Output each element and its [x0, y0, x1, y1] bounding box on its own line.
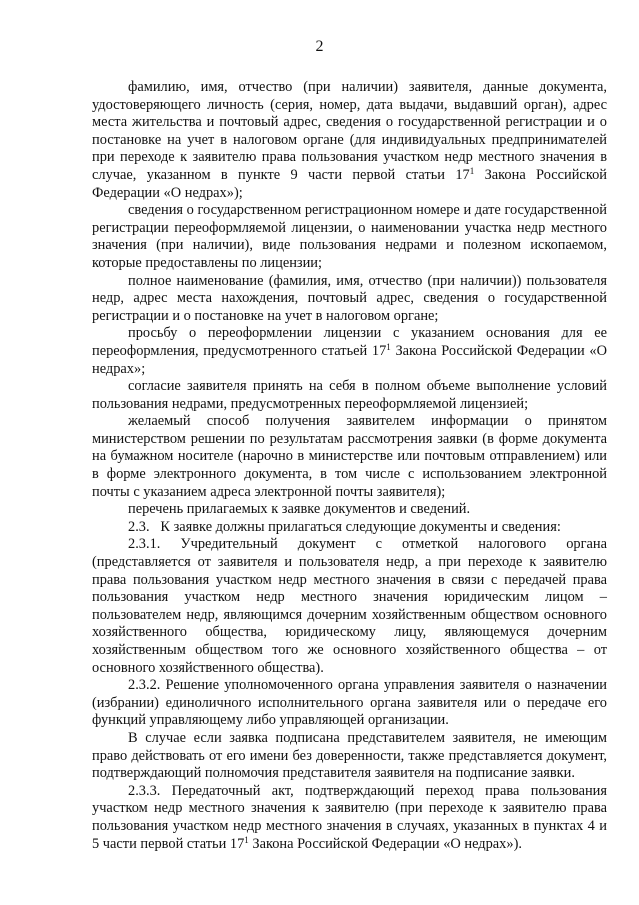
superscript: 1: [244, 834, 249, 845]
paragraph-text-tail: Закона Российской Федерации «О недрах»;: [92, 342, 607, 377]
paragraph-consent: согласие заявителя принять на себя в полном объеме выполнение условий пользования недрами, предусмотренных переоформляемой лицензией;: [92, 378, 607, 412]
paragraph-text-tail: Закона Российской Федерации «О недрах»);: [92, 166, 607, 201]
paragraph-license-registration: сведения о государственном регистрационном номере и дате государственной регистрации переоформляемой лицензии, о наименовании участка недр местного значения (при наличии), виде пользования недрами и полезном ископаемом, которые предоставлены по лицензии;: [92, 202, 607, 271]
paragraph-applicant-details: [92, 79, 607, 202]
paragraph-text: 2.3.3. Передаточный акт, подтверждающий переход права пользования участком недр местного значения к заявителю (при переходе к заявителю права пользования участком недр местного значения в случаях, указанных в пунктах 4 и 5 части первой статьи 17: [92, 782, 607, 852]
paragraph-text: просьбу о переоформлении лицензии с указанием основания для ее переоформления, предусмотренного статьей 17: [92, 325, 607, 359]
paragraph-notification-method: желаемый способ получения заявителем информации о принятом министерством решении по результатам рассмотрения заявки (в форме документа на бумажном носителе (нарочно в министерстве или почтовым отправлением) или в форме электронного документа, в том числе с использованием электронной почты с указанием адреса электронной почты заявителя);: [92, 413, 607, 500]
paragraph-representative: В случае если заявка подписана представителем заявителя, не имеющим право действовать от его имени без доверенности, также представляется документ, подтверждающий полномочия представителя заявителя на подписание заявки.: [92, 729, 607, 782]
paragraph-text: фамилию, имя, отчество (при наличии) заявителя, данные документа, удостоверяющего личность (серия, номер, дата выдачи, выдавший орган), адрес места жительства и почтовый адрес, сведения о государственной регистрации и о постановке на учет в налоговом органе (для индивидуальных предпринимателей при переходе к заявителю права пользования участком недр местного значения в случае, указанном в пункте 9 части первой статьи 17: [92, 79, 607, 183]
paragraph-text-tail: Закона Российской Федерации «О недрах»).: [248, 835, 522, 852]
paragraph-section-2-3-3: [92, 783, 607, 853]
paragraph-attachments-list: перечень прилагаемых к заявке документов и сведений.: [128, 501, 471, 518]
superscript: 1: [386, 341, 391, 352]
page-number: 2: [315, 38, 324, 55]
document-body: [92, 79, 607, 853]
paragraph-section-2-3: 2.3. К заявке должны прилагаться следующие документы и сведения:: [128, 518, 561, 535]
paragraph-section-2-3-1: 2.3.1. Учредительный документ с отметкой налогового органа (представляется от заявителя и пользователя недр, а при переходе к заявителю права пользования участком недр местного значения в связи с передачей права пользования участком недр местного значения юридическим лицом – пользователем недр, являющимся дочерним хозяйственным обществом основного хозяйственного общества, юридическому лицу, являющемуся дочерним хозяйственным обществом того же основного хозяйственного общества – от основного хозяйственного общества).: [92, 536, 607, 676]
paragraph-subsoil-user-name: полное наименование (фамилия, имя, отчество (при наличии)) пользователя недр, адрес места нахождения, почтовый адрес, сведения о государственной регистрации и о постановке на учет в налоговом органе;: [92, 272, 607, 324]
paragraph-section-2-3-2: 2.3.2. Решение уполномоченного органа управления заявителя о назначении (избрании) единоличного исполнительного органа заявителя или о передаче его функций управляющему либо управляющей организации.: [92, 677, 607, 729]
paragraph-reissue-request: [92, 325, 607, 378]
superscript: 1: [469, 165, 475, 176]
